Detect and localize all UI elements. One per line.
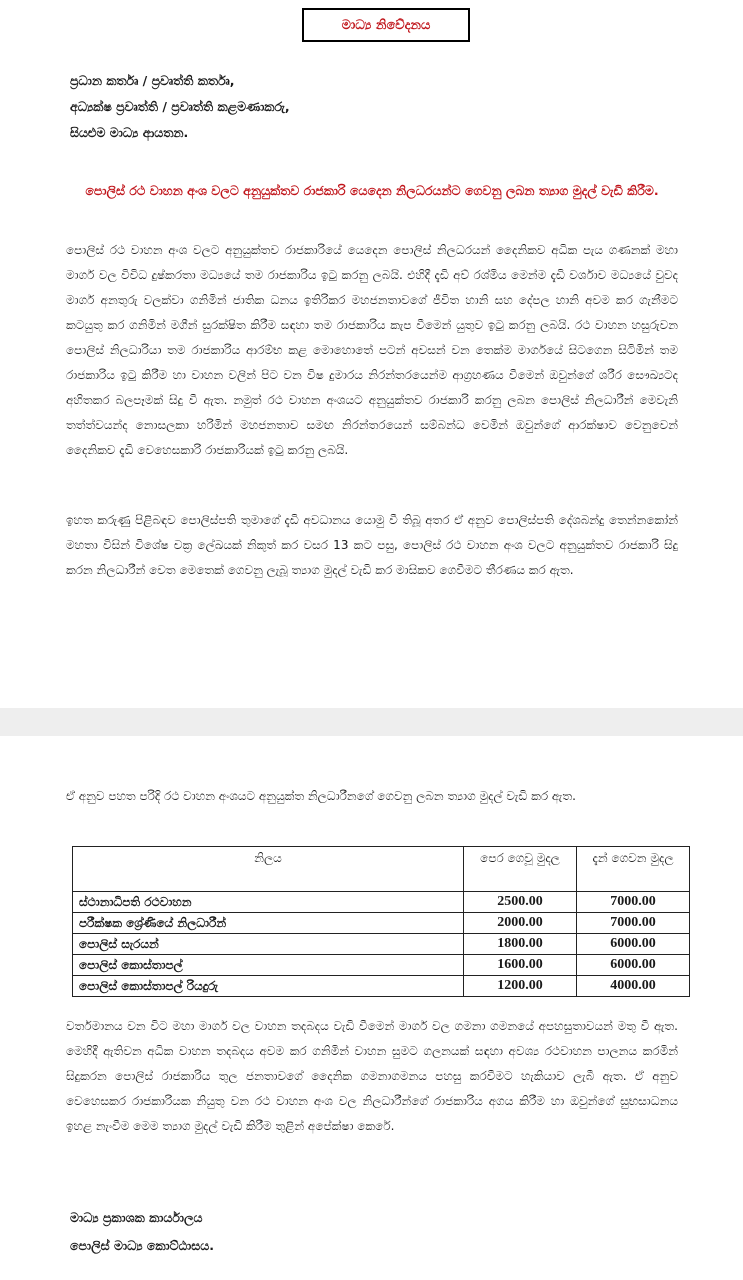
- body-paragraph: ඉහත කරුණු පිළිබඳව පොලිස්පති තුමාගේ දැඩි අවධානය යොමු වී තිබූ අතර ඒ අනුව පොලිස්පති දේශබන්දු තෙන්නකෝන් මහතා විසින් විශේෂ චක්‍ර ලේඛයක් නිකුත් කර වසර 13 කට පසු, පොලිස් රථ වාහන අංශ වලට අනුයුක්තව රාජකාරි සිදු කරන නිලධාරීන් වෙත මෙතෙක් ගෙවනු ලැබූ ත්‍යාග මුදල් වැඩි කර මාසිකව ගෙවීමට තීරණය කර ඇත.: [66, 513, 678, 577]
- rank-cell: පොලිස් කොස්තාපල්: [73, 955, 464, 976]
- subject-heading: පොලිස් රථ වාහන අංශ වලට අනුයුක්තව රාජකාරි යෙදෙන නිලධරයන්ට ගෙවනු ලබන ත්‍යාග මුදල් වැඩි කිරීම.: [85, 183, 659, 198]
- table-row: [73, 892, 690, 913]
- table-row: [73, 976, 690, 997]
- addressee-line: සියළුම මාධ්‍ය ආයතන.: [70, 125, 189, 140]
- page-separator: [0, 708, 743, 736]
- page-title: මාධ්‍ය නිවේදනය: [302, 8, 470, 42]
- new-amount-cell: 6000.00: [577, 934, 690, 955]
- signature-block: [70, 1204, 214, 1260]
- body-paragraph: පොලිස් රථ වාහන අංශ වලට අනුයුක්තව රාජකාරියේ යෙදෙන පොලිස් නිලධරයන් දෛනිකව අධික පැය ගණනක් මහා මාර්ග වල විවිධ දුෂ්කරතා මධ්‍යයේ තම රාජකාරිය ඉටු කරනු ලබයි. එහිදී දැඩි අව් රශ්මිය මෙන්ම දැඩි වර්ශාව මධ්‍යයේ වුවද මාර්ග අනතුරු වලක්වා ගනිමින් ජාතික ධනය ඉතිරිකර මහජනතාවගේ ජීවිත හානි සහ දේපල හානි අවම කර ගැනීමට කටයුතු කර ගනිමින් මගීන් සුරක්ෂිත කිරීම සඳහා තම රාජකාරිය කැප වීමෙන් යුතුව ඉටු කරනු ලබයි. රථ වාහන හසුරුවන පොලිස් නිලධාරියා තම රාජකාරිය ආරම්භ කළ මොහොතේ පටන් අවසන් වන තෙක්ම මාර්ගයේ සිටගෙන සිටිමින් තම රාජකාරිය ඉටු කිරීම හා වාහන වලින් පිට වන විෂ දුමාරය නිරන්තරයෙන්ම ආග්‍රහණය වීමෙන් ඔවුන්ගේ ශරීර සෞඛ්‍යටද අහිතකර බලපෑමක් සිදු වී ඇත. නමුත් රථ වාහන අංශයට අනුයුක්තව රාජකාරි කරනු ලබන පොලිස් නිලධාරීන් මෙවැනි තත්ත්වයන්ද නොසලකා හරිමින් මහජනතාව සමඟ නිරන්තරයෙන් සම්බන්ධ වෙමින් ඔවුන්ගේ ආරක්ෂාව වෙනුවෙන් දෛනිකව දැඩි වෙහෙසකාරි රාජකාරියක් ඉටු කරනු ලබයි.: [66, 243, 678, 457]
- new-amount-cell: 7000.00: [577, 913, 690, 934]
- table-row: [73, 955, 690, 976]
- rank-cell: ස්ථානාධිපති රථවාහන: [73, 892, 464, 913]
- column-header-rank: නිලය: [73, 847, 464, 892]
- signature-line: මාධ්‍ය ප්‍රකාශක කාර්යාලය: [70, 1210, 203, 1225]
- rank-cell: පොලිස් කොස්තාපල් රියදුරු: [73, 976, 464, 997]
- rank-cell: පොලිස් සැරයන්: [73, 934, 464, 955]
- reward-table: [72, 846, 690, 997]
- document-page-2: [0, 736, 743, 1280]
- table-row: [73, 934, 690, 955]
- previous-amount-cell: 1600.00: [464, 955, 577, 976]
- signature-line: පොලිස් මාධ්‍ය කොට්ඨාසය.: [70, 1238, 214, 1253]
- body-paragraph: වර්තමානය වන විට මහා මාර්ග වල වාහන තදබදය වැඩි වීමෙන් මාර්ග වල ගමනා ගමනයේ අපහසුතාවයන් මතු වී ඇත. මෙහිදී ඇතිවන අධික වාහන තදබදය අවම කර ගනිමින් වාහන සුමට ගලනයක් සඳහා අවශ්‍ය රථවාහන පාලනය කරමින් සිදුකරන පොලිස් රාජකාරිය තුල ජනතාවගේ දෛනික ගමනාගමනය පහසු කරවීමට හැකියාව ලැබී ඇත. ඒ අනුව වෙහෙසකර රාජකාරියක නියුතු වන රථ වාහන අංශ වල නිලධාරීන්ගේ රාජකාරිය අගය කිරීම හා ඔවුන්ගේ සුභසාධනය ඉහළ නැංවීම මෙම ත්‍යාග මුදල් වැඩි කිරීම තුළින් අපේක්ෂා කෙරේ.: [66, 1019, 678, 1133]
- addressee-block: [70, 68, 290, 146]
- addressee-line: ප්‍රධාන කර්තෘ / ප්‍රවෘත්ති කර්තෘ,: [70, 73, 235, 88]
- column-header-new-amount: දැන් ගෙවන මුදල: [577, 847, 690, 892]
- table-row: [73, 913, 690, 934]
- new-amount-cell: 4000.00: [577, 976, 690, 997]
- table-header-row: [73, 847, 690, 892]
- new-amount-cell: 7000.00: [577, 892, 690, 913]
- new-amount-cell: 6000.00: [577, 955, 690, 976]
- column-header-previous-amount: පෙර ගෙවූ මුදල: [464, 847, 577, 892]
- previous-amount-cell: 1200.00: [464, 976, 577, 997]
- rank-cell: පරීක්ෂක ශ්‍රේණියේ නිලධාරීන්: [73, 913, 464, 934]
- table-intro-paragraph: ඒ අනුව පහත පරිදි රථ වාහන අංශයට අනුයුක්ත නිලධාරීනගේ ගෙවනු ලබන ත්‍යාග මුදල් වැඩි කර ඇත.: [66, 789, 576, 803]
- previous-amount-cell: 2500.00: [464, 892, 577, 913]
- previous-amount-cell: 1800.00: [464, 934, 577, 955]
- addressee-line: අධ්‍යක්ෂ ප්‍රවෘත්ති / ප්‍රවෘත්ති කළමණාකරු,: [70, 99, 290, 114]
- previous-amount-cell: 2000.00: [464, 913, 577, 934]
